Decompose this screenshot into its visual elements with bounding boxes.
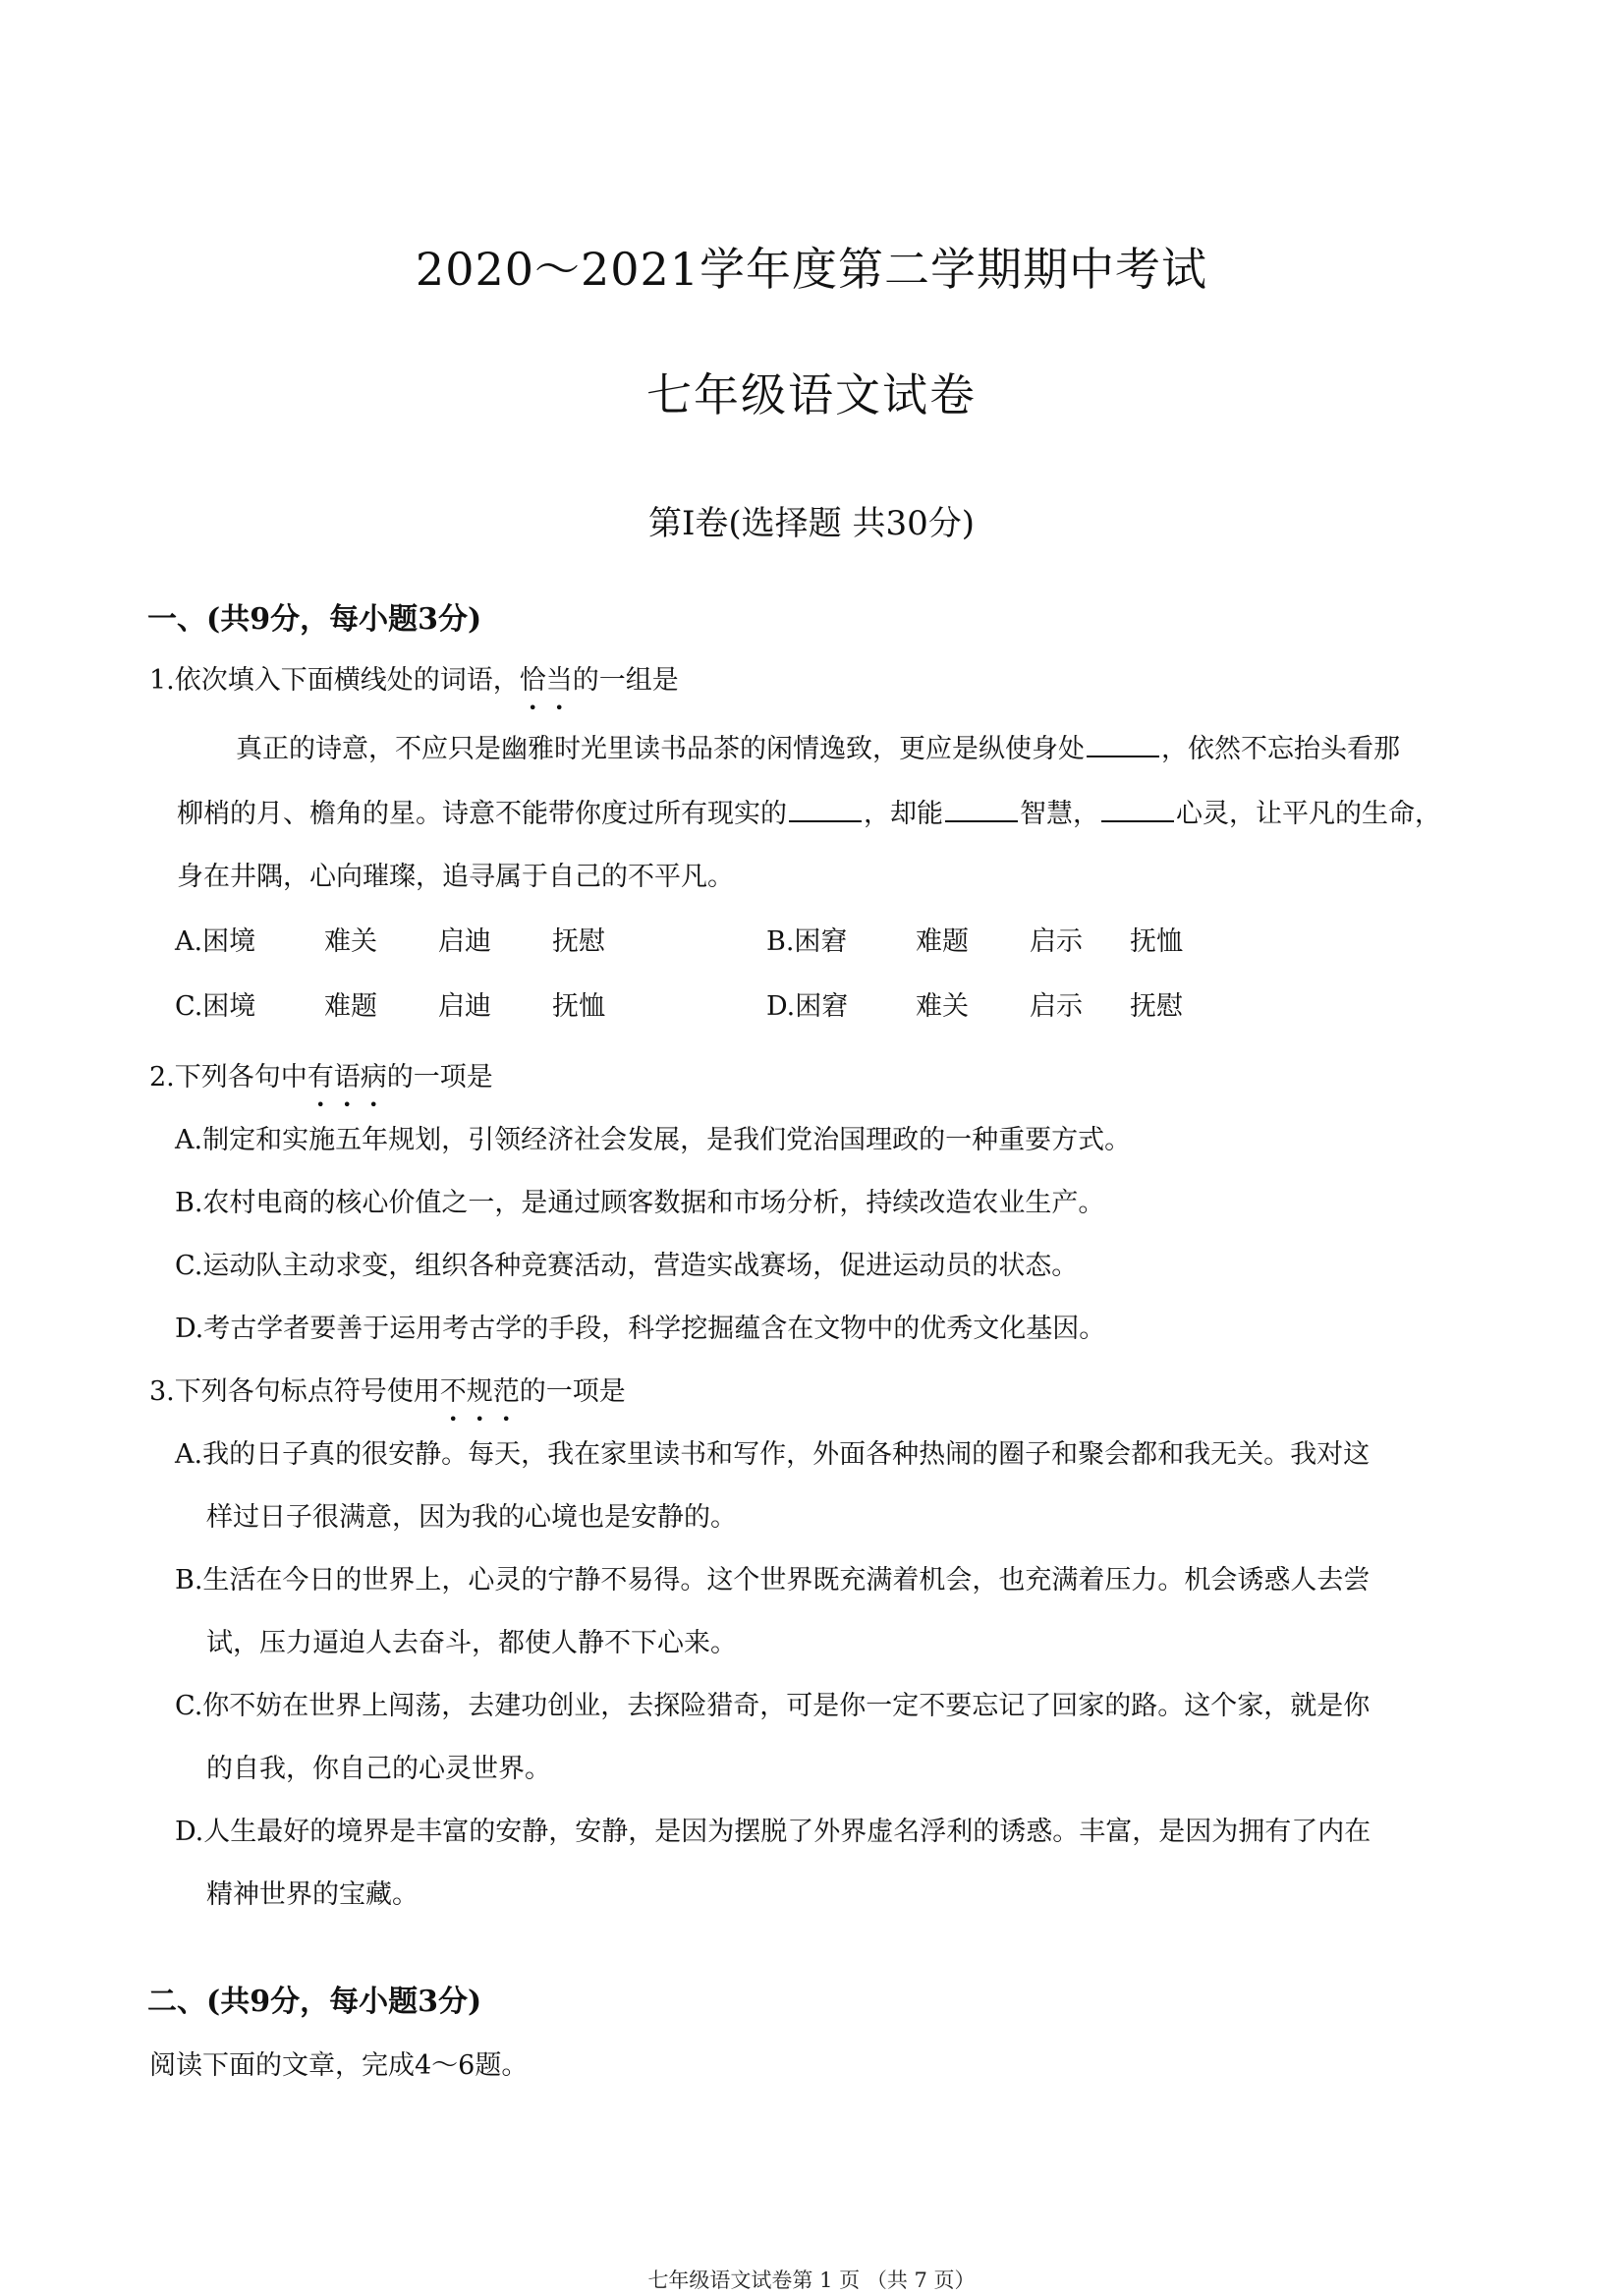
emphasis-char: 不 [439,1376,467,1407]
option-b-1: B.困窘 [766,926,848,957]
option-c-4: 抚恤 [552,991,605,1022]
emphasis-char: 有 [307,1062,334,1092]
emphasis-char: 规 [466,1376,493,1407]
option-c-3: 启迪 [438,991,491,1022]
q3-option-c-line2: 的自我，你自己的心灵世界。 [206,1754,551,1784]
section-two-intro: 阅读下面的文章，完成4～6题。 [149,2050,529,2081]
answer-blank [789,795,862,822]
q2-option-d: D.考古学者要善于运用考古学的手段，科学挖掘蕴含在文物中的优秀文化基因。 [175,1314,1106,1344]
passage-line-3: 身在井隅，心向璀璨，追寻属于自己的不平凡。 [177,862,734,892]
answer-blank [1101,795,1174,822]
page-footer: 七年级语文试卷第 1 页 （共 7 页） [647,2268,976,2292]
answer-blank [945,795,1018,822]
exam-title: 2020～2021学年度第二学期期中考试 [415,243,1208,296]
exam-subject-title: 七年级语文试卷 [646,368,977,421]
option-b-2: 难题 [916,926,969,957]
option-a-2: 难关 [324,926,377,957]
q3-option-d-line2: 精神世界的宝藏。 [206,1879,419,1910]
option-b-4: 抚恤 [1130,926,1183,957]
section-one-heading: 一、(共9分，每小题3分) [147,602,482,637]
option-a-1: A.困境 [175,926,256,957]
question-1-stem: 1.依次填入下面横线处的词语，恰当的一组是 [149,658,679,697]
emphasis-char: 范 [492,1376,520,1407]
q3-option-c-line1: C.你不妨在世界上闯荡，去建功创业，去探险猎奇，可是你一定不要忘记了回家的路。这个家，就是你 [175,1691,1371,1721]
option-a-3: 启迪 [438,926,491,957]
question-2-stem: 2.下列各句中有语病的一项是 [149,1055,493,1093]
question-3-stem: 3.下列各句标点符号使用不规范的一项是 [149,1370,626,1408]
q2-option-a: A.制定和实施五年规划，引领经济社会发展，是我们党治国理政的一种重要方式。 [175,1125,1132,1155]
q3-option-b-line1: B.生活在今日的世界上，心灵的宁静不易得。这个世界既充满着机会，也充满着压力。机会诱惑人去尝 [175,1565,1371,1596]
emphasis-char: 当 [545,665,573,696]
q3-option-d-line1: D.人生最好的境界是丰富的安静，安静，是因为摆脱了外界虚名浮利的诱惑。丰富，是因为拥有了内在 [175,1817,1371,1847]
option-b-3: 启示 [1030,926,1083,957]
answer-blank [1087,730,1159,757]
q2-option-b: B.农村电商的核心价值之一，是通过顾客数据和市场分析，持续改造农业生产。 [175,1188,1105,1218]
option-c-2: 难题 [324,991,377,1022]
option-d-2: 难关 [916,991,969,1022]
q2-option-c: C.运动队主动求变，组织各种竞赛活动，营造实战赛场，促进运动员的状态。 [175,1251,1079,1281]
option-a-4: 抚慰 [552,926,605,957]
emphasis-char: 恰 [519,665,546,696]
passage-line-1: 真正的诗意，不应只是幽雅时光里读书品茶的闲情逸致，更应是纵使身处 ，依然不忘抬头看那 [236,727,1400,765]
option-d-3: 启示 [1030,991,1083,1022]
passage-line-2: 柳梢的月、檐角的星。诗意不能带你度过所有现实的 ，却能 智慧， 心灵，让平凡的生命， [177,792,1441,830]
emphasis-char: 语 [333,1062,361,1092]
q3-option-a-line2: 样过日子很满意，因为我的心境也是安静的。 [206,1502,737,1533]
volume-title: 第Ⅰ卷(选择题 共30分) [647,504,976,543]
option-c-1: C.困境 [175,991,256,1022]
section-two-heading: 二、(共9分，每小题3分) [147,1985,482,2019]
emphasis-char: 病 [360,1062,387,1092]
q3-option-b-line2: 试，压力逼迫人去奋斗，都使人静不下心来。 [206,1628,737,1658]
option-d-4: 抚慰 [1130,991,1183,1022]
option-d-1: D.困窘 [766,991,849,1022]
q3-option-a-line1: A.我的日子真的很安静。每天，我在家里读书和写作，外面各种热闹的圈子和聚会都和我无关。我对这 [175,1439,1371,1470]
